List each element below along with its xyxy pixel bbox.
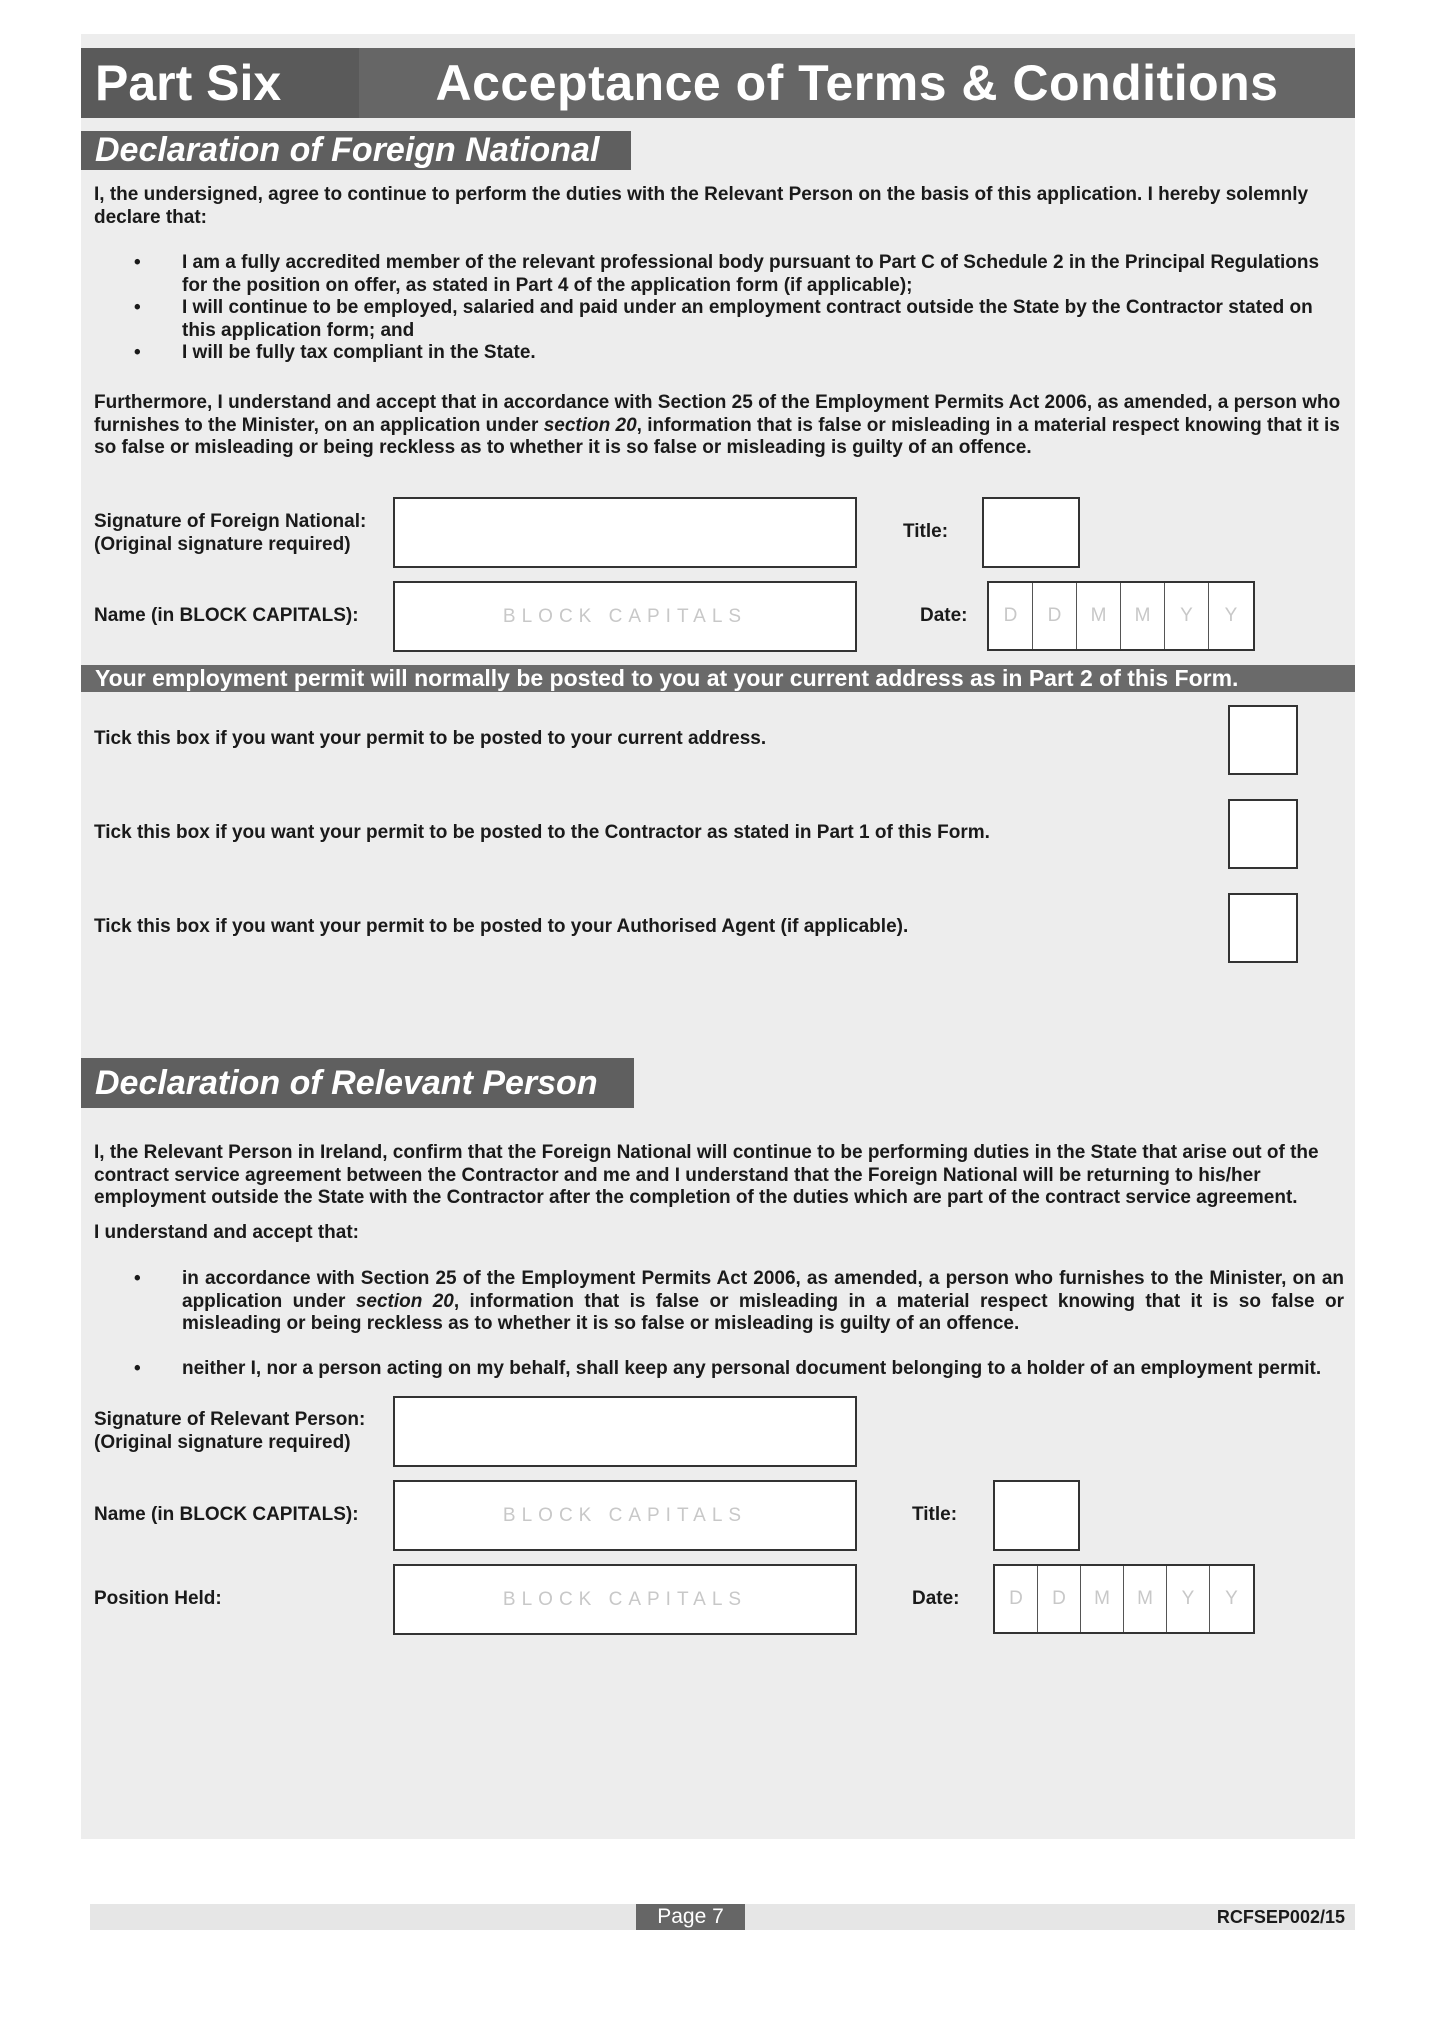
part-label: Part Six	[81, 48, 359, 118]
foreign-national-declarations	[94, 252, 1344, 365]
posting-option-agent-label: Tick this box if you want your permit to be posted to your Authorised Agent (if applicable).	[94, 916, 909, 937]
foreign-national-date-field[interactable]	[987, 581, 1255, 651]
foreign-national-signature-field[interactable]	[393, 497, 857, 568]
relevant-person-signature-field[interactable]	[393, 1396, 857, 1467]
form-code: RCFSEP002/15	[1216, 1907, 1345, 1927]
date-label: Date:	[920, 605, 968, 626]
posting-current-address-checkbox[interactable]	[1228, 705, 1298, 775]
section-title-relevant-person: Declaration of Relevant Person	[81, 1058, 634, 1108]
date-cell-day[interactable]: D	[1033, 583, 1077, 649]
list-item: • I will be fully tax compliant in the State.	[134, 342, 536, 363]
position-label: Position Held:	[94, 1588, 222, 1609]
name-label: Name (in BLOCK CAPITALS):	[94, 605, 359, 626]
name-label: Name (in BLOCK CAPITALS):	[94, 1504, 359, 1525]
date-cell-day[interactable]: D	[989, 583, 1033, 649]
posting-option-contractor-label: Tick this box if you want your permit to be posted to the Contractor as stated in Part 1 of this Form.	[94, 822, 990, 843]
page-footer	[90, 1904, 1355, 1930]
name-placeholder: BLOCK CAPITALS	[502, 605, 748, 627]
section-title-foreign-national: Declaration of Foreign National	[81, 131, 631, 170]
signature-label: Signature of Relevant Person: (Original signature required)	[94, 1409, 366, 1453]
page-number: Page 7	[636, 1904, 745, 1930]
position-placeholder: BLOCK CAPITALS	[502, 1588, 748, 1610]
date-cell-month[interactable]: M	[1121, 583, 1165, 649]
signature-label: Signature of Foreign National: (Original signature required)	[94, 511, 367, 555]
accept-label: I understand and accept that:	[94, 1222, 359, 1243]
list-item: • in accordance with Section 25 of the Employment Permits Act 2006, as amended, a person who furnishes to the Minister, on an application under section 20, information that is false or misleading in a material respect knowing that it is so false or misleading or being reckless as to whether it is so false or misleading is guilty of an offence.	[134, 1268, 1344, 1334]
date-cell-year[interactable]: Y	[1167, 1566, 1210, 1632]
list-item: • neither I, nor a person acting on my behalf, shall keep any personal document belonging to a holder of an employment permit.	[134, 1357, 1322, 1379]
foreign-national-name-field[interactable]	[393, 581, 857, 652]
date-cell-month[interactable]: M	[1124, 1566, 1167, 1632]
posting-banner: Your employment permit will normally be posted to you at your current address as in Part 2 of this Form.	[81, 665, 1355, 692]
position-held-field[interactable]	[393, 1564, 857, 1635]
date-cell-day[interactable]: D	[995, 1566, 1038, 1632]
page-header	[81, 48, 1355, 118]
posting-agent-checkbox[interactable]	[1228, 893, 1298, 963]
page-title: Acceptance of Terms & Conditions	[435, 55, 1279, 111]
date-label: Date:	[912, 1588, 960, 1609]
title-label: Title:	[903, 521, 949, 542]
date-cell-year[interactable]: Y	[1225, 1588, 1238, 1609]
date-cell-month[interactable]: M	[1081, 1566, 1124, 1632]
posting-option-current-address-label: Tick this box if you want your permit to be posted to your current address.	[94, 728, 767, 749]
date-cell-year[interactable]: Y	[1224, 605, 1238, 626]
relevant-person-intro: I, the Relevant Person in Ireland, confirm that the Foreign National will continue to be performing duties in the State that arise out of the contract service agreement between the Contractor and me and I understand that the Foreign National will be returning to his/her employment outside the State with the Contractor after the completion of the duties which are part of the contract service agreement.	[94, 1142, 1319, 1208]
date-cell-day[interactable]: D	[1038, 1566, 1081, 1632]
date-cell-month[interactable]: M	[1077, 583, 1121, 649]
posting-contractor-checkbox[interactable]	[1228, 799, 1298, 869]
date-cell-year[interactable]: Y	[1165, 583, 1209, 649]
list-item: • I am a fully accredited member of the relevant professional body pursuant to Part C of Schedule 2 in the Principal Regulations for the position on offer, as stated in Part 4 of the application form (if applicable);	[134, 252, 1320, 296]
relevant-person-name-field[interactable]	[393, 1480, 857, 1551]
relevant-person-title-field[interactable]	[993, 1480, 1080, 1551]
relevant-person-date-field[interactable]	[993, 1564, 1255, 1634]
foreign-national-intro: I, the undersigned, agree to continue to perform the duties with the Relevant Person on the basis of this application. I hereby solemnly declare that:	[94, 184, 1309, 228]
title-label: Title:	[912, 1504, 958, 1525]
foreign-national-title-field[interactable]	[982, 497, 1080, 568]
relevant-person-declarations	[94, 1268, 1344, 1380]
name-placeholder: BLOCK CAPITALS	[502, 1504, 748, 1526]
offence-statement: Furthermore, I understand and accept that in accordance with Section 25 of the Employment Permits Act 2006, as amended, a person who furnishes to the Minister, on an application under section 20, information that is false or misleading in a material respect knowing that it is so false or misleading or being reckless as to whether it is so false or misleading is guilty of an offence.	[94, 392, 1341, 458]
list-item: • I will continue to be employed, salaried and paid under an employment contract outside the State by the Contractor stated on this application form; and	[134, 297, 1313, 341]
